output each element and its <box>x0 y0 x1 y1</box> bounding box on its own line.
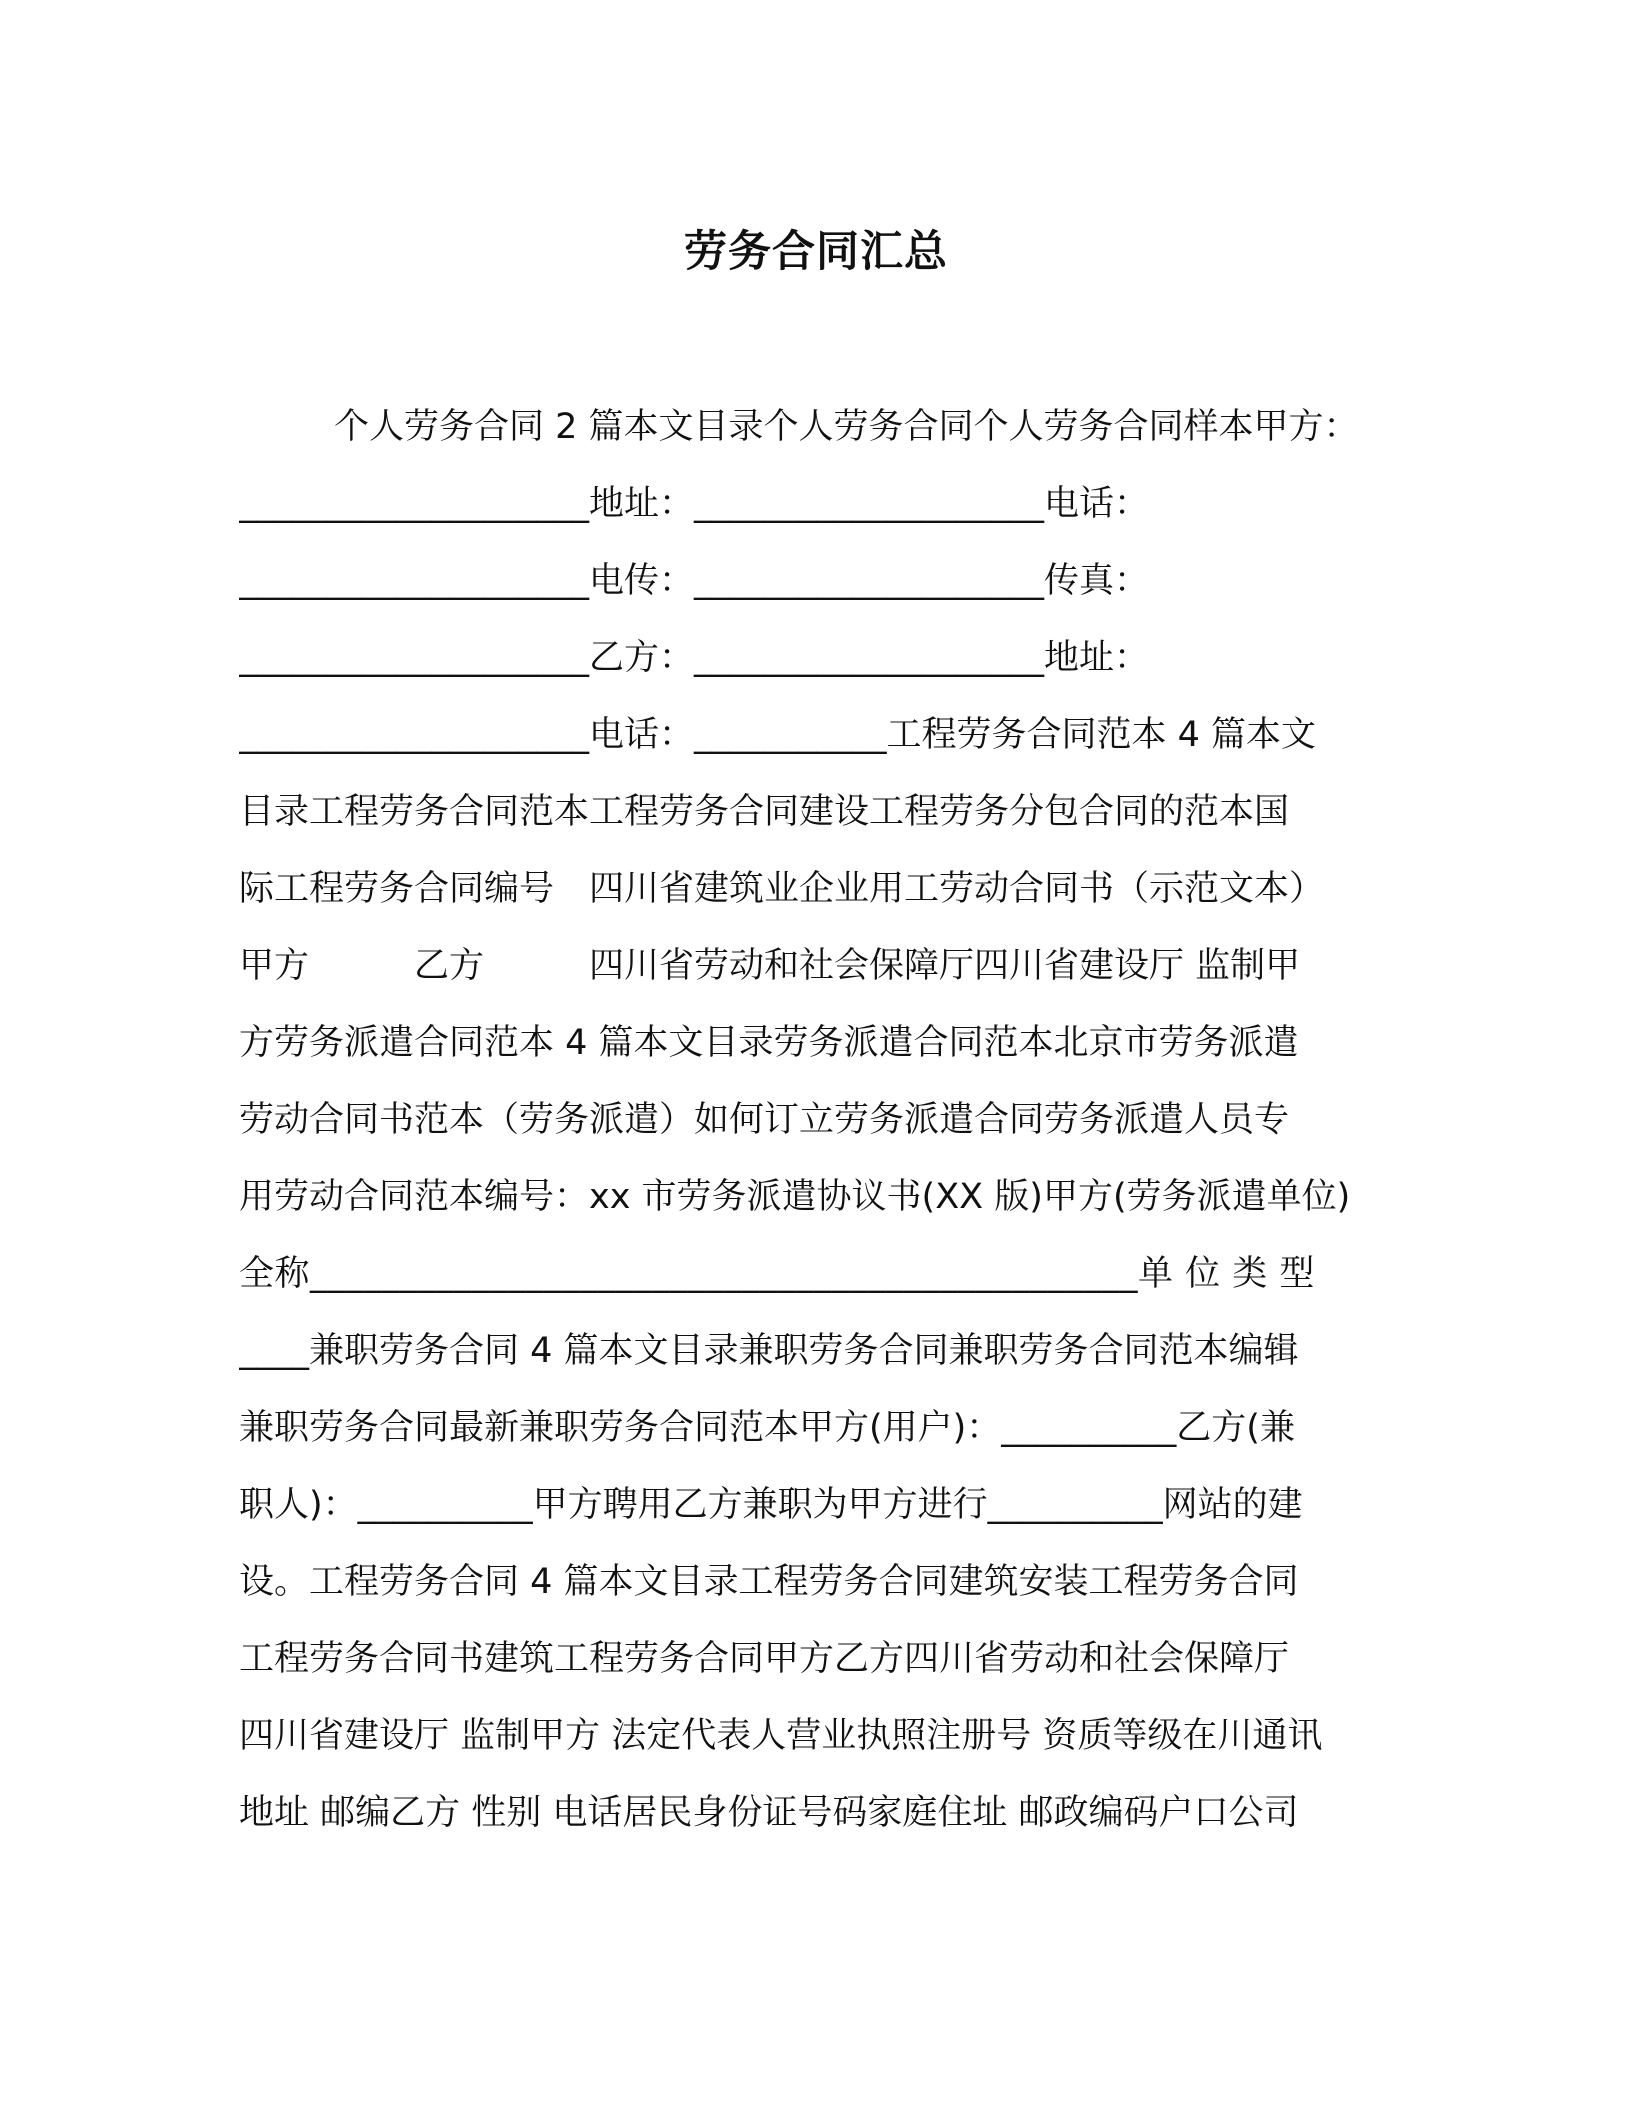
body-line: 设。工程劳务合同 4 篇本文目录工程劳务合同建筑安装工程劳务合同 <box>239 1562 1299 1602</box>
body-line: ____________________地址：____________________电话： <box>239 484 1150 524</box>
body-line: 全称______________________________________________单 位 类 型 <box>239 1254 1315 1294</box>
document-body <box>239 389 1399 1852</box>
body-line: ____________________乙方：____________________地址： <box>239 638 1150 678</box>
body-line: ____兼职劳务合同 4 篇本文目录兼职劳务合同兼职劳务合同范本编辑 <box>239 1331 1299 1371</box>
document-title: 劳务合同汇总 <box>684 227 948 277</box>
body-line: 四川省建设厅 监制甲方 法定代表人营业执照注册号 资质等级在川通讯 <box>239 1716 1323 1756</box>
body-line: 个人劳务合同 2 篇本文目录个人劳务合同个人劳务合同样本甲方： <box>334 407 1359 447</box>
body-line: 工程劳务合同书建筑工程劳务合同甲方乙方四川省劳动和社会保障厅 <box>239 1639 1290 1679</box>
body-line: ____________________电话：___________工程劳务合同范本 4 篇本文 <box>239 715 1317 755</box>
body-line: ____________________电传：____________________传真： <box>239 561 1150 601</box>
body-line: 职人)：__________甲方聘用乙方兼职为甲方进行__________网站的建 <box>239 1485 1303 1525</box>
body-line: 兼职劳务合同最新兼职劳务合同范本甲方(用户)：__________乙方(兼 <box>239 1408 1295 1448</box>
body-line: 用劳动合同范本编号：xx 市劳务派遣协议书(XX 版)甲方(劳务派遣单位) <box>239 1177 1351 1217</box>
body-line: 方劳务派遣合同范本 4 篇本文目录劳务派遣合同范本北京市劳务派遣 <box>239 1023 1299 1063</box>
body-line: 甲方 乙方 四川省劳动和社会保障厅四川省建设厅 监制甲 <box>239 946 1301 986</box>
body-line: 地址 邮编乙方 性别 电话居民身份证号码家庭住址 邮政编码户口公司 <box>239 1793 1299 1833</box>
body-line: 际工程劳务合同编号 四川省建筑业企业用工劳动合同书（示范文本） <box>239 869 1325 909</box>
body-line: 劳动合同书范本（劳务派遣）如何订立劳务派遣合同劳务派遣人员专 <box>239 1100 1290 1140</box>
body-line: 目录工程劳务合同范本工程劳务合同建设工程劳务分包合同的范本国 <box>239 792 1290 832</box>
